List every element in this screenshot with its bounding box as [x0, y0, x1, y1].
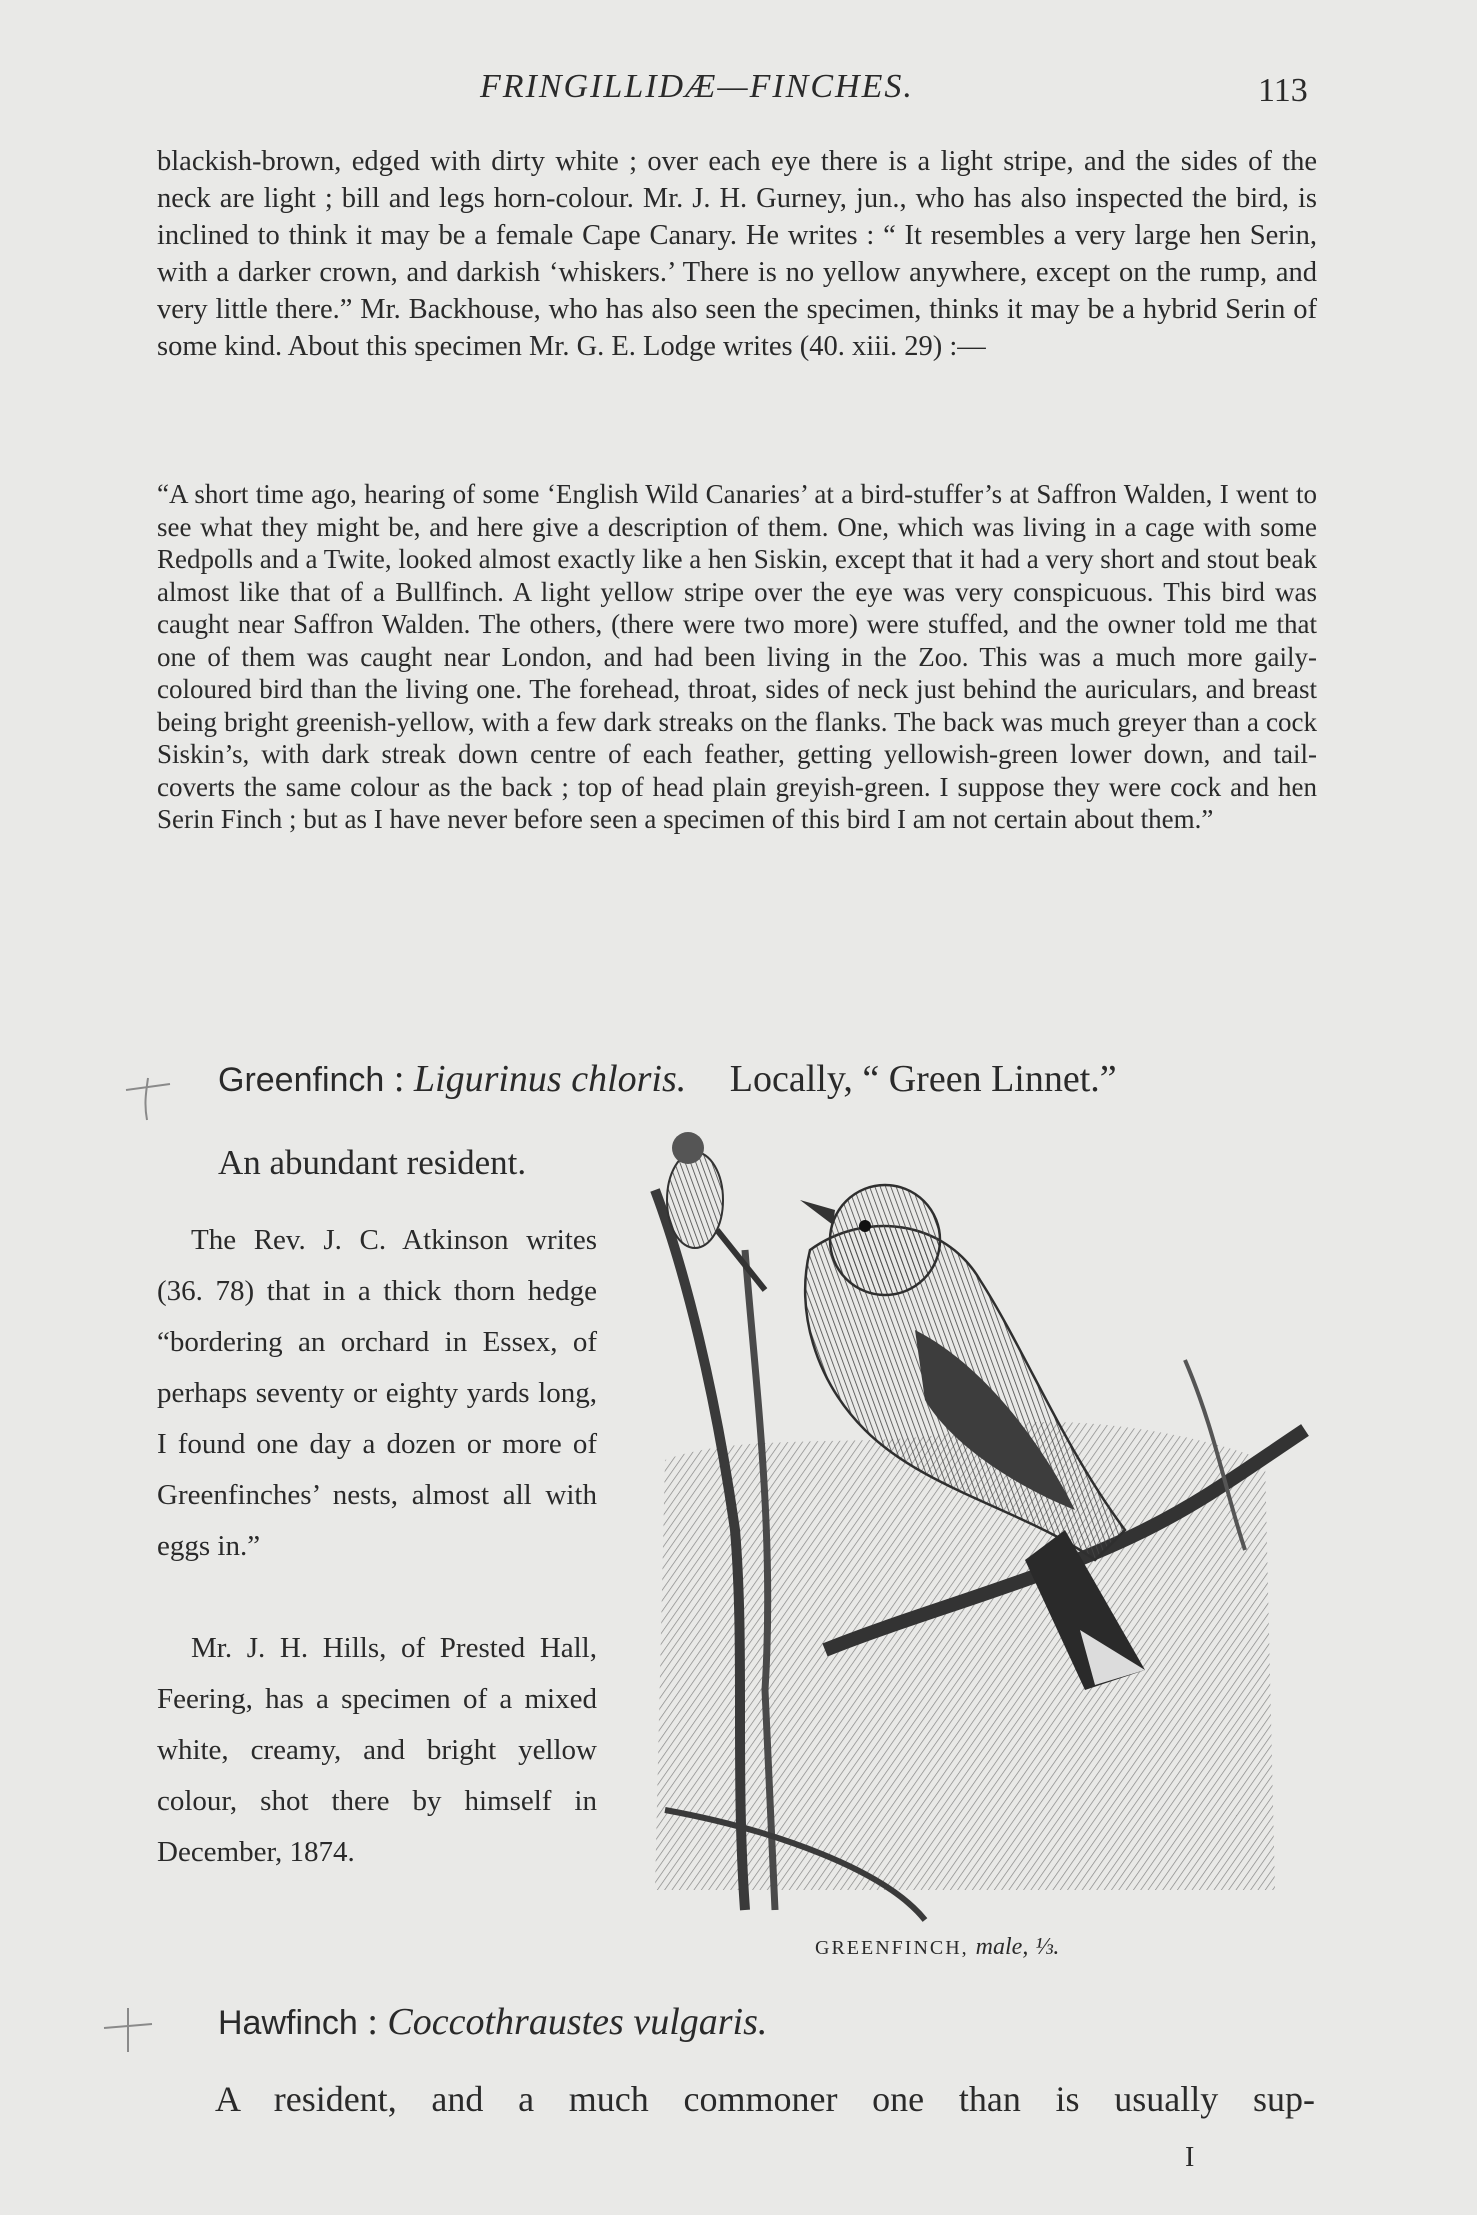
caption-scale: ⅓.	[1035, 1934, 1060, 1960]
figure-caption	[815, 1934, 1059, 1961]
latin-name: Ligurinus chloris.	[413, 1058, 687, 1100]
species-heading-hawfinch	[218, 2000, 767, 2044]
hawfinch-first-line: A resident, and a much commoner one than is usually sup-	[215, 2079, 1315, 2119]
heading-separator: :	[384, 1058, 414, 1100]
common-name: Hawfinch	[218, 2004, 358, 2042]
gathering-mark: I	[1185, 2142, 1195, 2173]
pencil-tick-mark	[120, 1068, 180, 1128]
heading-separator: :	[357, 2001, 388, 2043]
caption-label: GREENFINCH,	[815, 1937, 969, 1959]
greenfinch-paragraph-2: Mr. J. H. Hills, of Prested Hall, Feering, has a specimen of a mixed white, creamy, and bright yellow colour, shot there by himself in December, 1874.	[157, 1632, 597, 1868]
running-title: FRINGILLIDÆ—FINCHES.	[480, 68, 914, 105]
status-line: An abundant resident.	[218, 1143, 527, 1182]
pencil-tick-mark	[100, 1998, 160, 2058]
greenfinch-paragraph-1: The Rev. J. C. Atkinson writes (36. 78) that in a thick thorn hedge “bordering an orchard in Essex, of perhaps seventy or eighty yards long, I found one day a dozen or more of Greenfinches’ nests, almost all with eggs in.”	[157, 1224, 597, 1562]
page-number: 113	[1258, 72, 1308, 109]
common-name: Greenfinch	[218, 1061, 385, 1099]
species-heading-greenfinch	[218, 1057, 1117, 1101]
quoted-passage: “A short time ago, hearing of some ‘English Wild Canaries’ at a bird-stuffer’s at Saffron Walden, I went to see what they might be, and here give a description of them. One, which was living in a cage with some Redpolls and a Twite, looked almost exactly like a hen Siskin, except that it had a very short and stout beak almost like that of a Bullfinch. A light yellow stripe over the eye was very conspicuous. This bird was caught near Saffron Walden. The others, (there were two more) were stuffed, and the owner told me that one of them was caught near London, and had been living in the Zoo. This was a much more gaily-coloured bird than the living one. The forehead, throat, sides of neck just behind the auriculars, and breast being bright greenish-yellow, with a few dark streaks on the flanks. The back was much greyer than a cock Siskin’s, with dark streak down centre of each feather, getting yellowish-green lower down, and tail-coverts the same colour as the back ; top of head plain greyish-green. I suppose they were cock and hen Serin Finch ; but as I have never before seen a specimen of this bird I am not certain about them.”	[157, 479, 1317, 834]
body-paragraph: blackish-brown, edged with dirty white ; over each eye there is a light stripe, and the sides of the neck are light ; bill and legs horn-colour. Mr. J. H. Gurney, jun., who has also inspected the bird, is inclined to think it may be a female Cape Canary. He writes : “ It resembles a very large hen Serin, with a darker crown, and darkish ‘whiskers.’ There is no yellow anywhere, except on the rump, and very little there.” Mr. Backhouse, who has also seen the specimen, thinks it may be a hybrid Serin of some kind. About this specimen Mr. G. E. Lodge writes (40. xiii. 29) :—	[157, 146, 1317, 362]
latin-name: Coccothraustes vulgaris.	[387, 2001, 768, 2043]
caption-sex: male,	[975, 1934, 1029, 1960]
local-name: Locally, “ Green Linnet.”	[729, 1058, 1117, 1100]
greenfinch-engraving	[625, 1130, 1315, 1925]
